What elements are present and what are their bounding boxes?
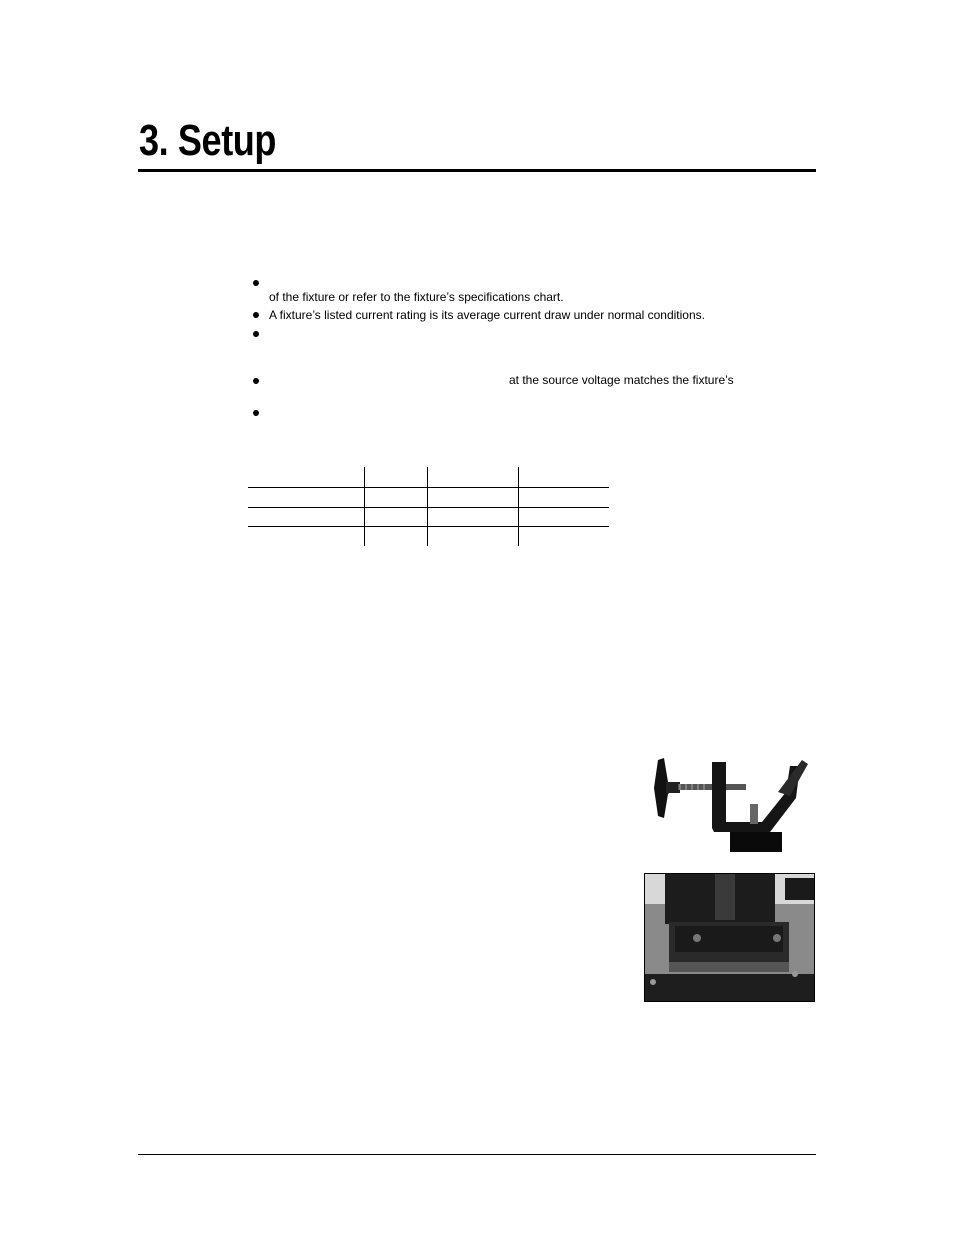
table-row-divider-3: [248, 526, 609, 527]
bullet-dot-3: [253, 331, 259, 337]
bullet-4-line-1: at the source voltage matches the fixture’s: [509, 373, 734, 387]
mounting-bracket-photo: [644, 873, 815, 1002]
footer-rule: [138, 1154, 816, 1155]
page-title: 3. Setup: [139, 116, 277, 165]
title-rule: [138, 169, 816, 172]
bullet-dot-5: [253, 410, 259, 416]
bullet-2-line-1: A fixture’s listed current rating is its average current draw under normal conditions.: [269, 308, 705, 322]
bullet-dot-2: [253, 312, 259, 318]
bullet-1-line-2: of the fixture or refer to the fixture’s specifications chart.: [269, 290, 564, 304]
bullet-dot-1: [253, 280, 259, 286]
table-row-divider-2: [248, 507, 609, 508]
table-col-divider-1: [364, 467, 365, 546]
table-row-divider-1: [248, 487, 609, 488]
bullet-dot-4: [253, 378, 259, 384]
table-col-divider-2: [427, 467, 428, 546]
clamp-photo: [650, 752, 810, 852]
table-col-divider-3: [518, 467, 519, 546]
